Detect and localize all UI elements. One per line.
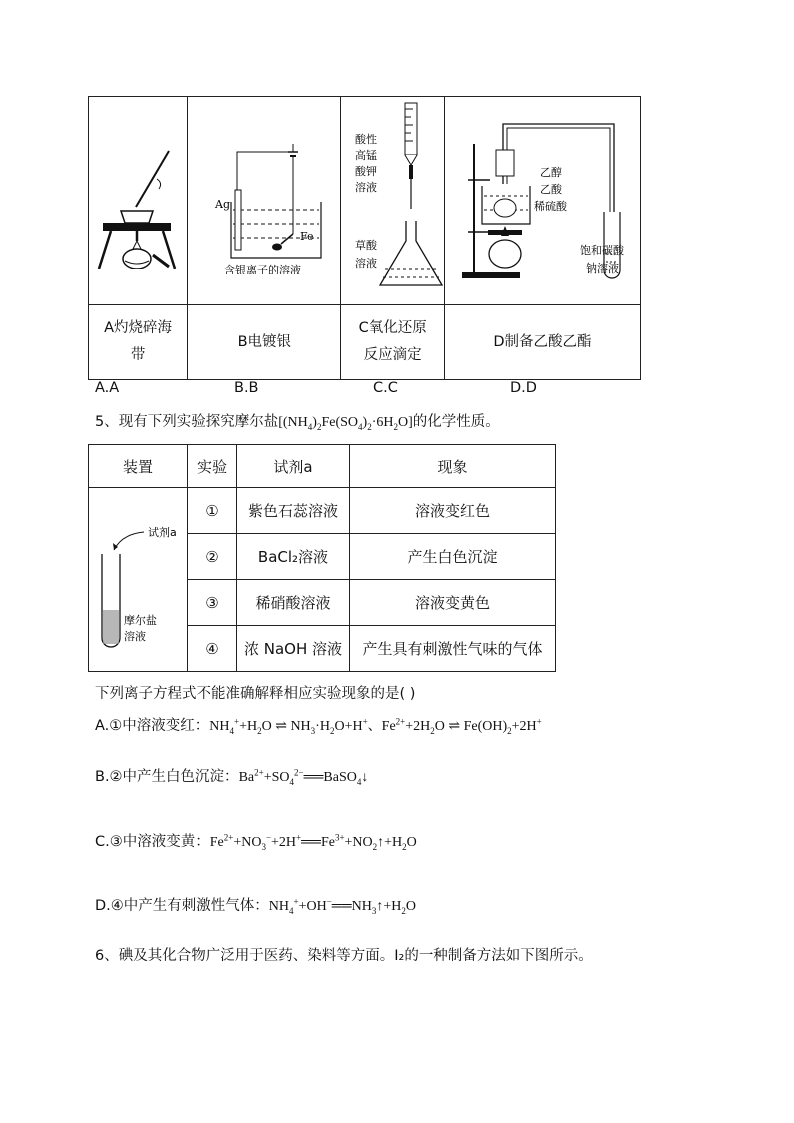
option-b[interactable] (95, 765, 368, 787)
reagent-label-line: 稀硫酸 (534, 199, 568, 213)
electroplating-apparatus-figure (189, 124, 339, 274)
row-num: ① (188, 488, 237, 534)
ignition-apparatus-figure (91, 129, 186, 269)
row-phenomenon: 溶液变红色 (350, 488, 556, 534)
q6-stem: 6、碘及其化合物广泛用于医药、染料等方面。I₂的一种制备方法如下图所示。 (95, 948, 593, 964)
row-num: ③ (188, 580, 237, 626)
caption-c-line: C氧化还原 (358, 320, 427, 336)
option-c-equation: $Fe^{2+}+NO_3^-+2H^+══Fe^{3+}+NO_2↑+H_2O$ (209, 832, 417, 852)
row-reagent: BaCl₂溶液 (237, 534, 350, 580)
test-tube-figure (90, 498, 186, 658)
option-a-equation: $NH_4^++H_2O$ ⇌ $NH_3\cdot H_2O+H^+$、$Fe^{2+}+2H_2O$ ⇌ $Fe(OH)_2+2H^+$ (209, 716, 542, 736)
q5-stem-suffix: 的化学性质。 (412, 414, 500, 430)
apparatus-c-cell (341, 97, 444, 305)
caption-b: B电镀银 (188, 305, 341, 380)
apparatus-b-cell (188, 97, 341, 305)
reaction-mixture-label (534, 165, 568, 213)
flask-label-line: 溶液 (354, 256, 377, 270)
salt-label-line: 摩尔盐 (124, 613, 157, 627)
q5-stem-prefix: 5、现有下列实验探究摩尔盐 (95, 414, 279, 430)
caption-a (89, 305, 188, 380)
receiver-label-line: 钠溶液 (586, 261, 620, 275)
row-reagent: 浓 NaOH 溶液 (237, 626, 350, 672)
experiment-table (88, 444, 556, 672)
header-phenomenon: 现象 (350, 445, 556, 488)
option-c[interactable] (95, 830, 417, 852)
option-b-equation: $Ba^{2+}+SO_4^{2-}══BaSO_4↓$ (238, 767, 369, 787)
header-reagent: 试剂a (237, 445, 350, 488)
apparatus-table (88, 96, 641, 380)
reagent-a-label: 试剂a (148, 525, 177, 539)
option-a-label: A.①中溶液变红： (95, 718, 210, 734)
row-phenomenon: 溶液变黄色 (350, 580, 556, 626)
titrant-label-line: 高锰 (354, 148, 377, 162)
titrant-label-line: 酸钾 (354, 164, 377, 178)
option-a[interactable] (95, 714, 542, 736)
ag-electrode-label: Ag (215, 197, 231, 211)
reagent-label-line: 乙酸 (540, 182, 563, 196)
silver-ion-solution-label: 含银离子的溶液 (224, 263, 302, 274)
mohr-salt-label (124, 613, 161, 643)
choice-d[interactable]: D.D (510, 380, 537, 396)
fe-electrode-label: Fe (300, 229, 314, 243)
header-apparatus: 装置 (89, 445, 188, 488)
test-tube-cell (89, 488, 188, 672)
option-b-label: B.②中产生白色沉淀： (95, 769, 239, 785)
esterification-apparatus-figure (446, 104, 638, 294)
option-c-label: C.③中溶液变黄： (95, 834, 210, 850)
row-reagent: 稀硝酸溶液 (237, 580, 350, 626)
caption-a-line: 带 (130, 347, 146, 363)
row-phenomenon: 产生具有刺激性气味的气体 (350, 626, 556, 672)
row-phenomenon: 产生白色沉淀 (350, 534, 556, 580)
receiver-label-line: 饱和碳酸 (580, 243, 625, 257)
titrant-label-line: 溶液 (354, 180, 377, 194)
choice-a[interactable]: A.A (95, 380, 120, 396)
salt-label-line: 溶液 (124, 629, 146, 643)
apparatus-d-cell (444, 97, 640, 305)
caption-d: D制备乙酸乙酯 (444, 305, 640, 380)
header-experiment: 实验 (188, 445, 237, 488)
flask-label-line: 草酸 (354, 238, 377, 252)
option-d[interactable] (95, 894, 416, 916)
option-d-label: D.④中产生有刺激性气体： (95, 898, 269, 914)
caption-a-line: A灼烧碎海 (104, 320, 173, 336)
titrant-label-line: 酸性 (354, 132, 377, 146)
row-num: ② (188, 534, 237, 580)
apparatus-a-cell (89, 97, 188, 305)
choice-c[interactable]: C.C (373, 380, 398, 396)
mohr-salt-formula: $[(NH_4)_2Fe(SO_4)_2\cdot 6H_2O]$ (278, 415, 413, 432)
row-reagent: 紫色石蕊溶液 (237, 488, 350, 534)
q5-question: 下列离子方程式不能准确解释相应实验现象的是( ) (95, 686, 416, 702)
choice-b[interactable]: B.B (234, 380, 259, 396)
table-row (89, 488, 556, 534)
caption-c (341, 305, 444, 380)
titration-apparatus-figure (343, 99, 443, 299)
row-num: ④ (188, 626, 237, 672)
oxalic-acid-label (355, 238, 381, 270)
caption-c-line: 反应滴定 (363, 347, 422, 363)
titrant-label (355, 132, 381, 194)
reagent-label-line: 乙醇 (540, 165, 563, 179)
q5-stem (95, 410, 500, 432)
option-d-equation: $NH_4^++OH^-══NH_3↑+H_2O$ (268, 896, 416, 916)
